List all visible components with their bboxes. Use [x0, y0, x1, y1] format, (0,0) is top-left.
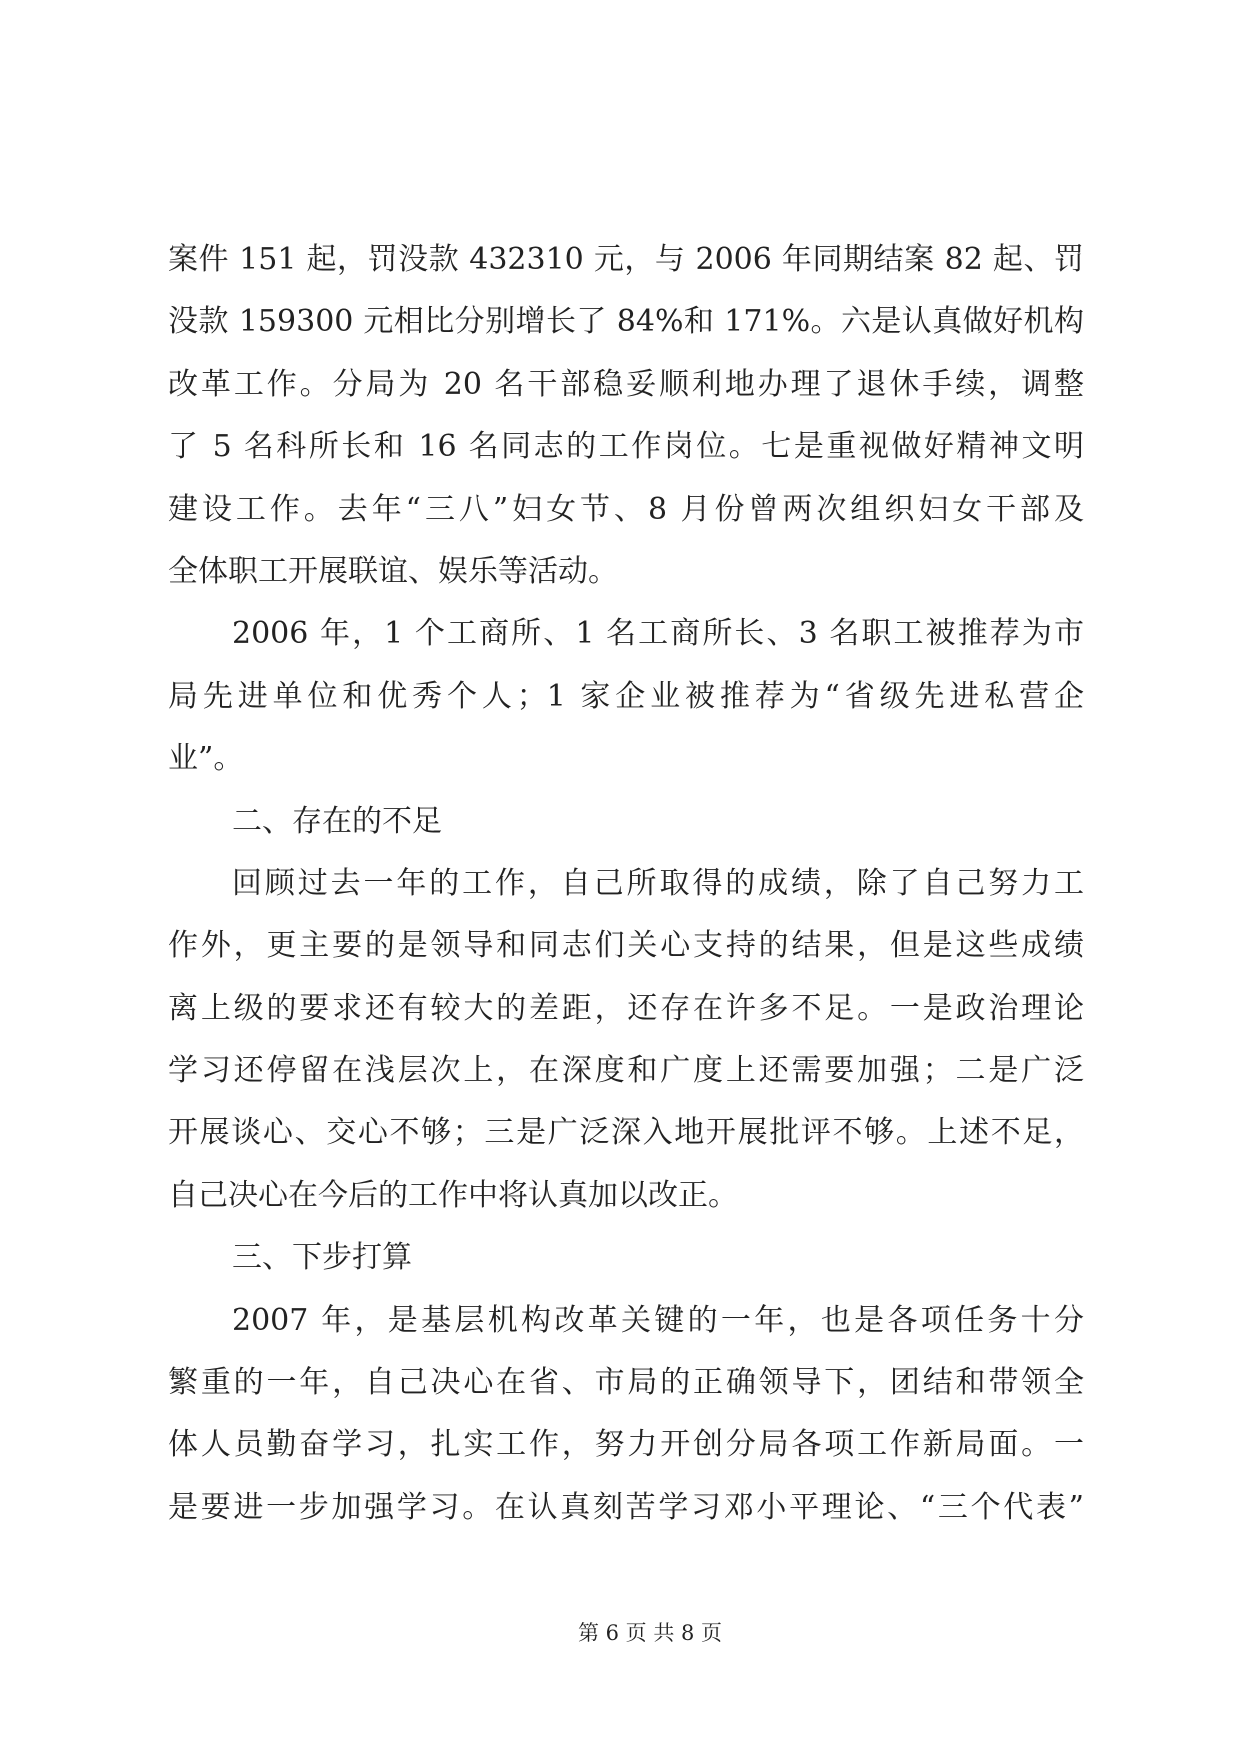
text-line: 回顾过去一年的工作，自己所取得的成绩，除了自己努力工	[232, 865, 1084, 901]
text-line: 没款 159300 元相比分别增长了 84%和 171%。六是认真做好机构	[168, 304, 1084, 340]
text-line: 改革工作。分局为 20 名干部稳妥顺利地办理了退休手续，调整	[168, 366, 1084, 402]
text-line: 2007 年，是基层机构改革关键的一年，也是各项任务十分	[232, 1302, 1084, 1338]
paragraph	[168, 1290, 1084, 1540]
text-line: 繁重的一年，自己决心在省、市局的正确领导下，团结和带领全	[168, 1365, 1084, 1401]
text-line: 离上级的要求还有较大的差距，还存在许多不足。一是政治理论	[168, 990, 1084, 1026]
text-line: 体人员勤奋学习，扎实工作，努力开创分局各项工作新局面。一	[168, 1427, 1084, 1463]
paragraph	[168, 853, 1084, 1227]
text-line: 自己决心在今后的工作中将认真加以改正。	[168, 1177, 738, 1213]
text-line: 学习还停留在浅层次上，在深度和广度上还需要加强；二是广泛	[168, 1053, 1084, 1089]
document-body	[168, 229, 1084, 1539]
section-heading: 二、存在的不足	[232, 803, 442, 839]
text-line: 作外，更主要的是领导和同志们关心支持的结果，但是这些成绩	[168, 928, 1084, 964]
text-line: 是要进一步加强学习。在认真刻苦学习邓小平理论、“三个代表”	[168, 1489, 1084, 1525]
paragraph	[168, 229, 1084, 603]
section-heading: 三、下步打算	[232, 1240, 412, 1276]
page-number-footer: 第 6 页 共 8 页	[577, 1621, 723, 1645]
paragraph	[168, 603, 1084, 790]
text-line: 开展谈心、交心不够；三是广泛深入地开展批评不够。上述不足，	[168, 1115, 1084, 1151]
text-line: 案件 151 起，罚没款 432310 元，与 2006 年同期结案 82 起、罚	[168, 242, 1084, 277]
text-line: 局先进单位和优秀个人；1 家企业被推荐为“省级先进私营企	[168, 678, 1084, 714]
text-line: 全体职工开展联谊、娱乐等活动。	[168, 553, 618, 589]
text-line: 2006 年，1 个工商所、1 名工商所长、3 名职工被推荐为市	[232, 616, 1084, 652]
text-line: 业”。	[168, 741, 244, 777]
text-line: 了 5 名科所长和 16 名同志的工作岗位。七是重视做好精神文明	[168, 429, 1084, 465]
text-line: 建设工作。去年“三八”妇女节、8 月份曾两次组织妇女干部及	[168, 491, 1084, 527]
